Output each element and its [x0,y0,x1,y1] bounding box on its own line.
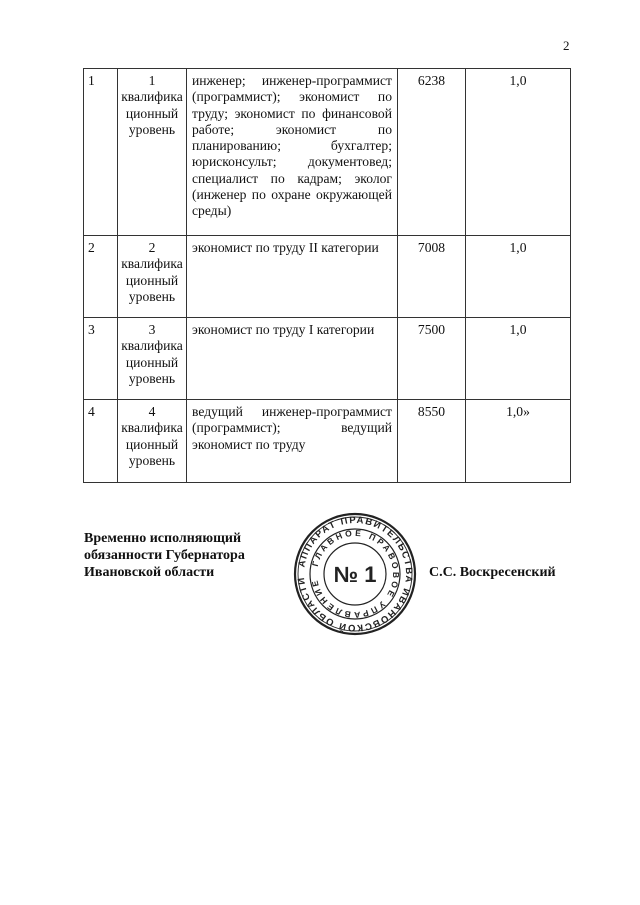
coefficient-cell: 1,0 [466,236,571,318]
coefficient-cell: 1,0 [466,318,571,400]
level-label: квалифика ционный уровень [121,89,183,137]
signatory-title-line: Временно исполняющий [84,531,242,546]
coefficient-cell: 1,0» [466,400,571,483]
level-number: 3 [148,322,156,337]
qualification-level-cell [118,318,187,400]
signer-name: С.С. Воскресенский [429,565,556,580]
signatory-title-line: обязанности Губернатора [84,548,245,563]
table-row [84,236,571,318]
seal-inner-text: ГЛАВНОЕ ПРАВОВОЕ УПРАВЛЕНИЕ [309,527,402,621]
qualification-level-cell [118,69,187,236]
seal-outer-text: АППАРАТ ПРАВИТЕЛЬСТВА ИВАНОВСКОЙ ОБЛАСТИ [296,514,415,634]
salary-table [83,68,571,483]
signatory-title [84,530,284,581]
positions-cell: ведущий инженер-программист (программист); ведущий экономист по труду [187,400,398,483]
level-label: квалифика ционный уровень [121,338,183,386]
level-number: 4 [148,404,156,419]
level-number: 2 [148,240,156,255]
row-number-cell: 2 [84,236,118,318]
level-label: квалифика ционный уровень [121,420,183,468]
row-number-cell: 1 [84,69,118,236]
level-label: квалифика ционный уровень [121,256,183,304]
qualification-level-cell [118,236,187,318]
salary-cell: 7500 [398,318,466,400]
salary-cell: 6238 [398,69,466,236]
row-number-cell: 3 [84,318,118,400]
positions-cell: экономист по труду I категории [187,318,398,400]
positions-cell: инженер; инженер-программист (программист); экономист по труду; экономист по финансовой работе; экономист по планированию; бухгалтер; юрисконсульт; документовед; специалист по кадрам; эколог (инженер по охране окружающей среды) [187,69,398,236]
table-row [84,400,571,483]
salary-cell: 8550 [398,400,466,483]
table-row [84,69,571,236]
official-seal-stamp [293,512,417,636]
signatory-title-line: Ивановской области [84,565,215,580]
seal-number: № 1 [333,562,377,587]
page-number: 2 [563,38,570,53]
salary-cell: 7008 [398,236,466,318]
coefficient-cell: 1,0 [466,69,571,236]
row-number-cell: 4 [84,400,118,483]
table-row [84,318,571,400]
seal-graphic [293,512,417,636]
qualification-level-cell [118,400,187,483]
positions-cell: экономист по труду II категории [187,236,398,318]
level-number: 1 [148,73,156,88]
